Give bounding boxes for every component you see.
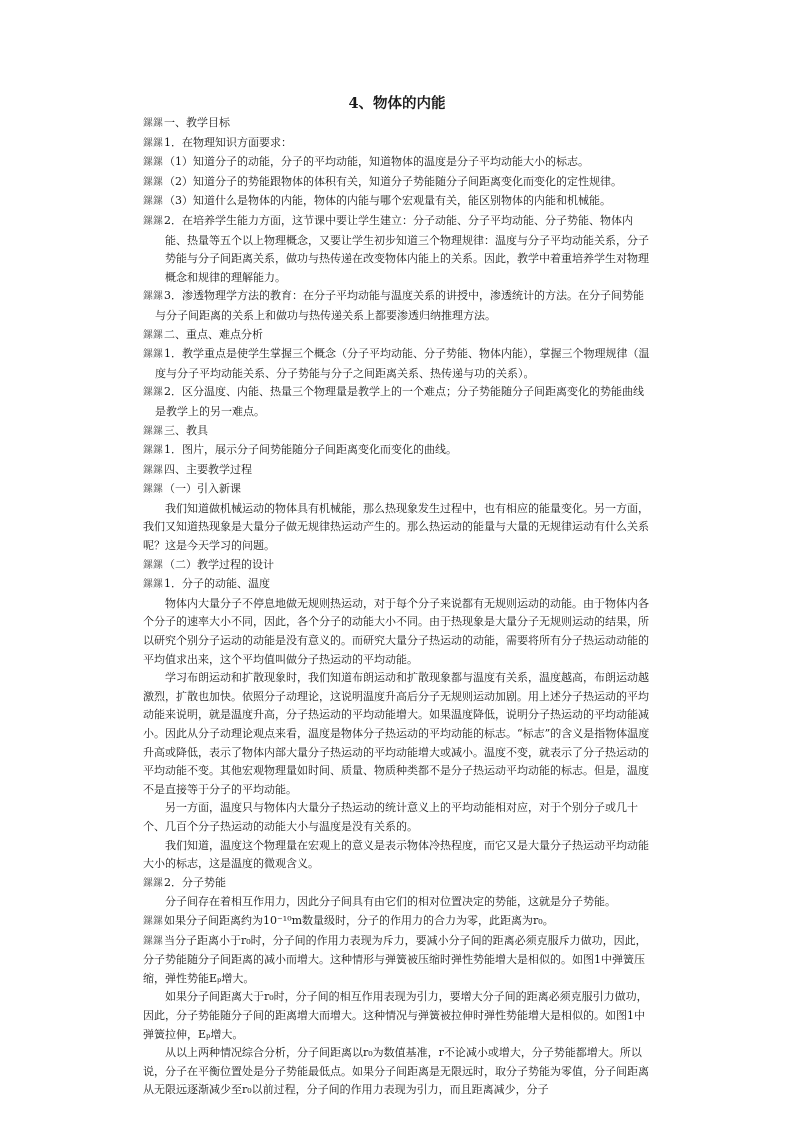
subheading: 鏍鏍1．在物理知识方面要求： — [143, 135, 292, 149]
subheading: 鏍鏍（一）引入新课 — [143, 482, 241, 496]
document-body — [143, 114, 653, 1100]
list-item: 鏍鏍（1）知道分子的动能，分子的平均动能，知道物体的温度是分子平均动能大小的标志。 — [143, 155, 589, 169]
paragraph: 从以上两种情况综合分析，分子间距离以r₀为数值基准，r不论减小或增大，分子势能都增大。所以说，分子在平衡位置处是分子势能最低点。如果分子间距离是无限远时，取分子势能为零值，分子间距离从无限远逐渐减少至r₀以前过程，分子间的作用力表现为引力，而且距离减少，分子 — [143, 1046, 649, 1097]
paragraph: 鏍鏍如果分子间距离约为10⁻¹⁰m数量级时，分子的作用力的合力为零，此距离为r₀。 — [143, 913, 554, 927]
paragraph: 物体内大量分子不停息地做无规则热运动，对于每个分子来说都有无规则运动的动能。由于物体内各个分子的速率大小不同，因此，各个分子的动能大小不同。由于热现象是大量分子无规则运动的结果，所以研究个别分子运动的动能是没有意义的。而研究大量分子热运动的动能，需要将所有分子热运动动能的平均值求出来，这个平均值叫做分子热运动的平均动能。 — [143, 596, 649, 666]
section-heading-goals: 鏍鏍一、教学目标 — [143, 116, 230, 129]
list-item: 鏍鏍1．教学重点是使学生掌握三个概念（分子平均动能、分子势能、物体内能），掌握三个物理规律（温度与分子平均动能关系、分子势能与分子之间距离关系、热传递与功的关系）。 — [143, 347, 650, 380]
page-title: 4、物体的内能 — [348, 95, 446, 112]
paragraph: 学习布朗运动和扩散现象时，我们知道布朗运动和扩散现象都与温度有关系，温度越高，布朗运动越激烈，扩散也加快。依照分子动理论，这说明温度升高后分子无规则运动加剧。用上述分子热运动的平均动能来说明，就是温度升高，分子热运动的平均动能增大。如果温度降低，说明分子热运动的平均动能减小。因此从分子动理论观点来看，温度是物体分子热运动的平均动能的标志。“标志”的含义是指物体温度升高或降低，表示了物体内部大量分子热运动的平均动能增大或减小。温度不变，就表示了分子热运动的平均动能不变。其他宏观物理量如时间、质量、物质种类都不是分子热运动平均动能的标志。但是，温度不是直接等于分子的平均动能。 — [143, 671, 650, 796]
paragraph: 另一方面，温度只与物体内大量分子热运动的统计意义上的平均动能相对应，对于个别分子或几十个、几百个分子热运动的动能大小与温度是没有关系的。 — [143, 801, 638, 833]
line-prefix: 鏍鏍 — [143, 118, 163, 129]
subheading: 鏍鏍2．分子势能 — [143, 875, 226, 889]
list-item: 鏍鏍（3）知道什么是物体的内能，物体的内能与哪个宏观量有关，能区别物体的内能和机械能。 — [143, 194, 611, 208]
paragraph: 如果分子间距离大于r₀时，分子间的相互作用表现为引力，要增大分子间的距离必须克服引力做功，因此，分子势能随分子间的距离增大而增大。这种情况与弹簧被拉伸时弹性势能增大是相似的。如图1中弹簧拉伸，Eₚ增大。 — [143, 990, 648, 1041]
section-heading-keypoints: 鏍鏍二、重点、难点分析 — [143, 327, 263, 341]
section-heading-tools: 鏍鏍三、教具 — [143, 423, 208, 437]
list-item: 鏍鏍1．图片，展示分子间势能随分子间距离变化而变化的曲线。 — [143, 443, 457, 457]
list-item: 鏍鏍2．区分温度、内能、热量三个物理量是教学上的一个难点；分子势能随分子间距离变化的势能曲线是教学上的另一难点。 — [143, 385, 644, 418]
subheading: 鏍鏍1．分子的动能、温度 — [143, 577, 270, 591]
subheading: 鏍鏍（二）教学过程的设计 — [143, 557, 274, 571]
list-item: 鏍鏍3．渗透物理学方法的教育：在分子平均动能与温度关系的讲授中，渗透统计的方法。在分子间势能与分子间距离的关系上和做功与热传递关系上都要渗透归纳推理方法。 — [143, 289, 644, 322]
list-item: 鏍鏍2．在培养学生能力方面，这节课中要让学生建立：分子动能、分子平均动能、分子势能、物体内能、热量等五个以上物理概念，又要让学生初步知道三个物理规律：温度与分子平均动能关系，分子势能与分子间距离关系，做功与热传递在改变物体内能上的关系。因此，教学中着重培养学生对物理概念和规律的理解能力。 — [143, 213, 649, 284]
list-item: 鏍鏍（2）知道分子的势能跟物体的体积有关，知道分子势能随分子间距离变化而变化的定性规律。 — [143, 174, 622, 188]
paragraph: 我们知道做机械运动的物体具有机械能，那么热现象发生过程中，也有相应的能量变化。另一方面，我们又知道热现象是大量分子做无规律热运动产生的。那么热运动的能量与大量的无规律运动有什么关系呢？这是今天学习的问题。 — [143, 501, 649, 553]
paragraph: 鏍鏍当分子距离小于r₀时，分子间的作用力表现为斥力，要减小分子间的距离必须克服斥力做功，因此，分子势能随分子间距离的减小而增大。这种情形与弹簧被压缩时弹性势能增大是相似的。如图1中弹簧压缩，弹性势能Eₚ增大。 — [143, 933, 647, 985]
section-heading-process: 鏍鏍四、主要教学过程 — [143, 462, 252, 476]
paragraph: 我们知道，温度这个物理量在宏观上的意义是表示物体冷热程度，而它又是大量分子热运动平均动能大小的标志，这是温度的微观含义。 — [143, 838, 649, 871]
paragraph: 分子间存在着相互作用力，因此分子间具有由它们的相对位置决定的势能，这就是分子势能。 — [165, 895, 616, 909]
